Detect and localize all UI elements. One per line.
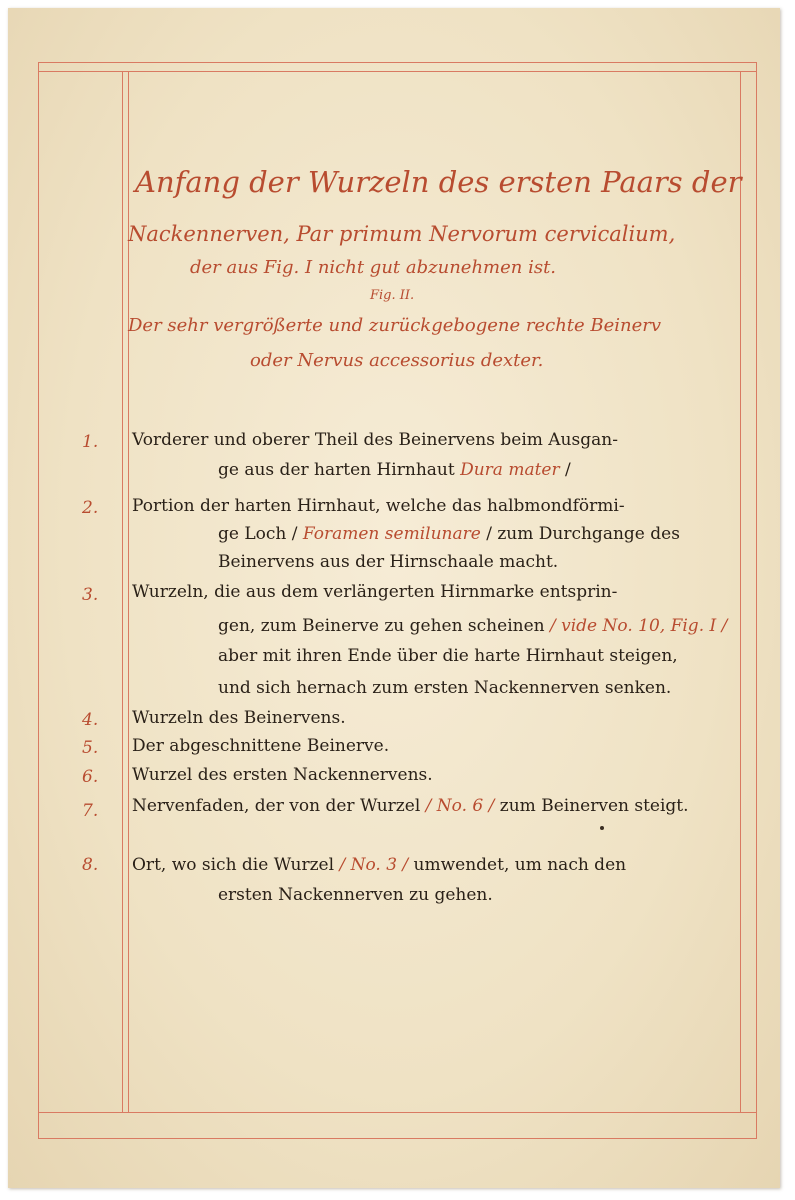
entry-text: umwendet, um nach den <box>408 855 627 875</box>
entry-text: ge aus der harten Hirnhaut <box>218 460 461 480</box>
entry-line <box>132 796 689 816</box>
entry-text: gen, zum Beinerve zu gehen scheinen <box>218 616 550 636</box>
entry-line <box>218 646 678 666</box>
entry-number: 2. <box>82 498 99 518</box>
entry-line <box>218 552 558 572</box>
entry-line <box>218 616 727 636</box>
entry-line <box>218 524 680 544</box>
entry-line <box>132 736 389 756</box>
entry-text: ge Loch / <box>218 524 303 544</box>
entry-text: / zum Durchgange des <box>480 524 680 544</box>
frame-top-inner <box>38 71 756 72</box>
entry-number: 4. <box>82 710 99 730</box>
entry-number: 6. <box>82 767 99 787</box>
frame-left-outer <box>38 62 39 1139</box>
title-line-3: der aus Fig. I nicht gut abzunehmen ist. <box>190 257 557 278</box>
entry-number: 8. <box>82 855 99 875</box>
frame-bottom-inner <box>38 1112 756 1113</box>
entry-line <box>132 765 433 785</box>
frame-left-inner <box>122 71 123 1113</box>
frame-right-inner <box>740 71 741 1113</box>
frame-bottom-outer <box>38 1138 756 1139</box>
frame-right-outer <box>756 62 757 1139</box>
entry-text: Wurzeln des Beinervens. <box>132 708 346 728</box>
entry-text: Beinervens aus der Hirnschaale macht. <box>218 552 559 572</box>
entry-text: / <box>559 460 571 480</box>
entry-line <box>132 582 617 602</box>
subtitle-line-1: Der sehr vergrößerte und zurückgebogene rechte Beinerv <box>128 315 662 336</box>
entry-text: Nervenfaden, der von der Wurzel <box>132 796 426 816</box>
entry-text: ersten Nackennerven zu gehen. <box>218 885 493 905</box>
ink-spot <box>600 826 604 830</box>
entry-text: Der abgeschnittene Beinerve. <box>132 736 390 756</box>
entry-line <box>132 496 625 516</box>
subtitle-line-2: oder Nervus accessorius dexter. <box>250 350 544 371</box>
title-line-2: Nackennerven, Par primum Nervorum cervicalium, <box>128 222 676 246</box>
entry-text: Wurzeln, die aus dem verlängerten Hirnmarke entsprin- <box>132 582 618 602</box>
entry-text: Portion der harten Hirnhaut, welche das halbmondförmi- <box>132 496 625 516</box>
latin-term: Foramen semilunare <box>302 524 481 544</box>
entry-line <box>218 678 671 698</box>
entry-text: Ort, wo sich die Wurzel <box>132 855 340 875</box>
entry-text: Vorderer und oberer Theil des Beinervens beim Ausgan- <box>132 430 618 450</box>
entry-line <box>132 708 346 728</box>
figure-label: Fig. II. <box>370 288 415 303</box>
entry-number: 3. <box>82 585 99 605</box>
latin-term: / vide No. 10, Fig. I / <box>550 616 728 636</box>
entry-line <box>218 460 571 480</box>
entry-line <box>132 855 626 875</box>
entry-text: zum Beinerven steigt. <box>494 796 689 816</box>
frame-top-outer <box>38 62 756 63</box>
latin-term: / No. 3 / <box>339 855 409 875</box>
title-line-1: Anfang der Wurzeln des ersten Paars der <box>135 165 742 199</box>
entry-line <box>218 885 493 905</box>
entry-number: 1. <box>82 432 99 452</box>
entry-text: Wurzel des ersten Nackennervens. <box>132 765 433 785</box>
entry-text: aber mit ihren Ende über die harte Hirnhaut steigen, <box>218 646 678 666</box>
latin-term: / No. 6 / <box>425 796 495 816</box>
latin-term: Dura mater <box>460 460 560 480</box>
entry-number: 7. <box>82 801 99 821</box>
entry-text: und sich hernach zum ersten Nackennerven senken. <box>218 678 672 698</box>
entry-line <box>132 430 618 450</box>
entry-number: 5. <box>82 738 99 758</box>
